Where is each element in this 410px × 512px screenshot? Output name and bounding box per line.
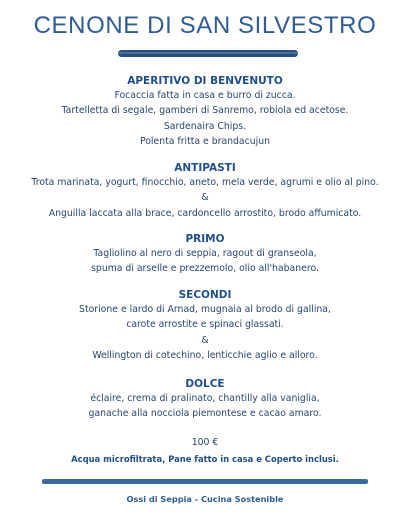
section-title: APERITIVO DI BENVENUTO: [127, 75, 283, 87]
section-aperitivo: [0, 74, 410, 150]
dish-line: carote arrostite e spinaci glassati.: [126, 319, 284, 331]
footer-brush-stroke: [42, 479, 368, 484]
dish-line: Polenta fritta e brandacujun: [139, 136, 271, 148]
section-title: PRIMO: [185, 233, 225, 245]
section-antipasti: [0, 161, 410, 221]
dish-separator: &: [201, 334, 209, 346]
dish-line: Storione e lardo di Arnad, mugnaia al brodo di gallina,: [79, 304, 331, 315]
dish-line: Tartelletta di segale, gamberi di Sanremo, robiola ed acetose.: [61, 105, 349, 117]
dish-line: éclaire, crema di pralinato, chantilly alla vaniglia,: [90, 393, 320, 404]
section-dolce: [0, 377, 410, 422]
dish-separator: &: [201, 192, 209, 204]
dish-line: Trota marinata, yogurt, finocchio, aneto, mela verde, agrumi e olio al pino.: [31, 177, 379, 188]
dish-line: spuma di arselle e prezzemolo, olio all'habanero.: [91, 263, 319, 275]
menu-title: CENONE DI SAN SILVESTRO: [33, 12, 377, 39]
included-note: Acqua microfiltrata, Pane fatto in casa e Coperto inclusi.: [71, 454, 339, 464]
dish-line: Tagliolino al nero di seppia, ragout di granseola,: [93, 248, 317, 259]
dish-line: ganache alla nocciola piemontese e cacao amaro.: [88, 408, 322, 420]
section-primo: [0, 232, 410, 277]
menu-price: 100 €: [191, 437, 219, 448]
dish-line: Focaccia fatta in casa e burro di zucca.: [114, 90, 296, 101]
section-title: DOLCE: [185, 378, 225, 390]
restaurant-name: Ossi di Seppia - Cucina Sostenible: [126, 494, 284, 504]
section-secondi: [0, 288, 410, 364]
dish-line: Wellington di cotechino, lenticchie aglio e alloro.: [92, 350, 318, 362]
dish-line: Sardenaira Chips.: [163, 120, 247, 132]
section-title: ANTIPASTI: [174, 162, 236, 174]
section-title: SECONDI: [178, 289, 232, 301]
title-brush-stroke: [118, 50, 298, 57]
dish-line: Anguilla laccata alla brace, cardoncello arrostito, brodo affumicato.: [48, 207, 362, 219]
